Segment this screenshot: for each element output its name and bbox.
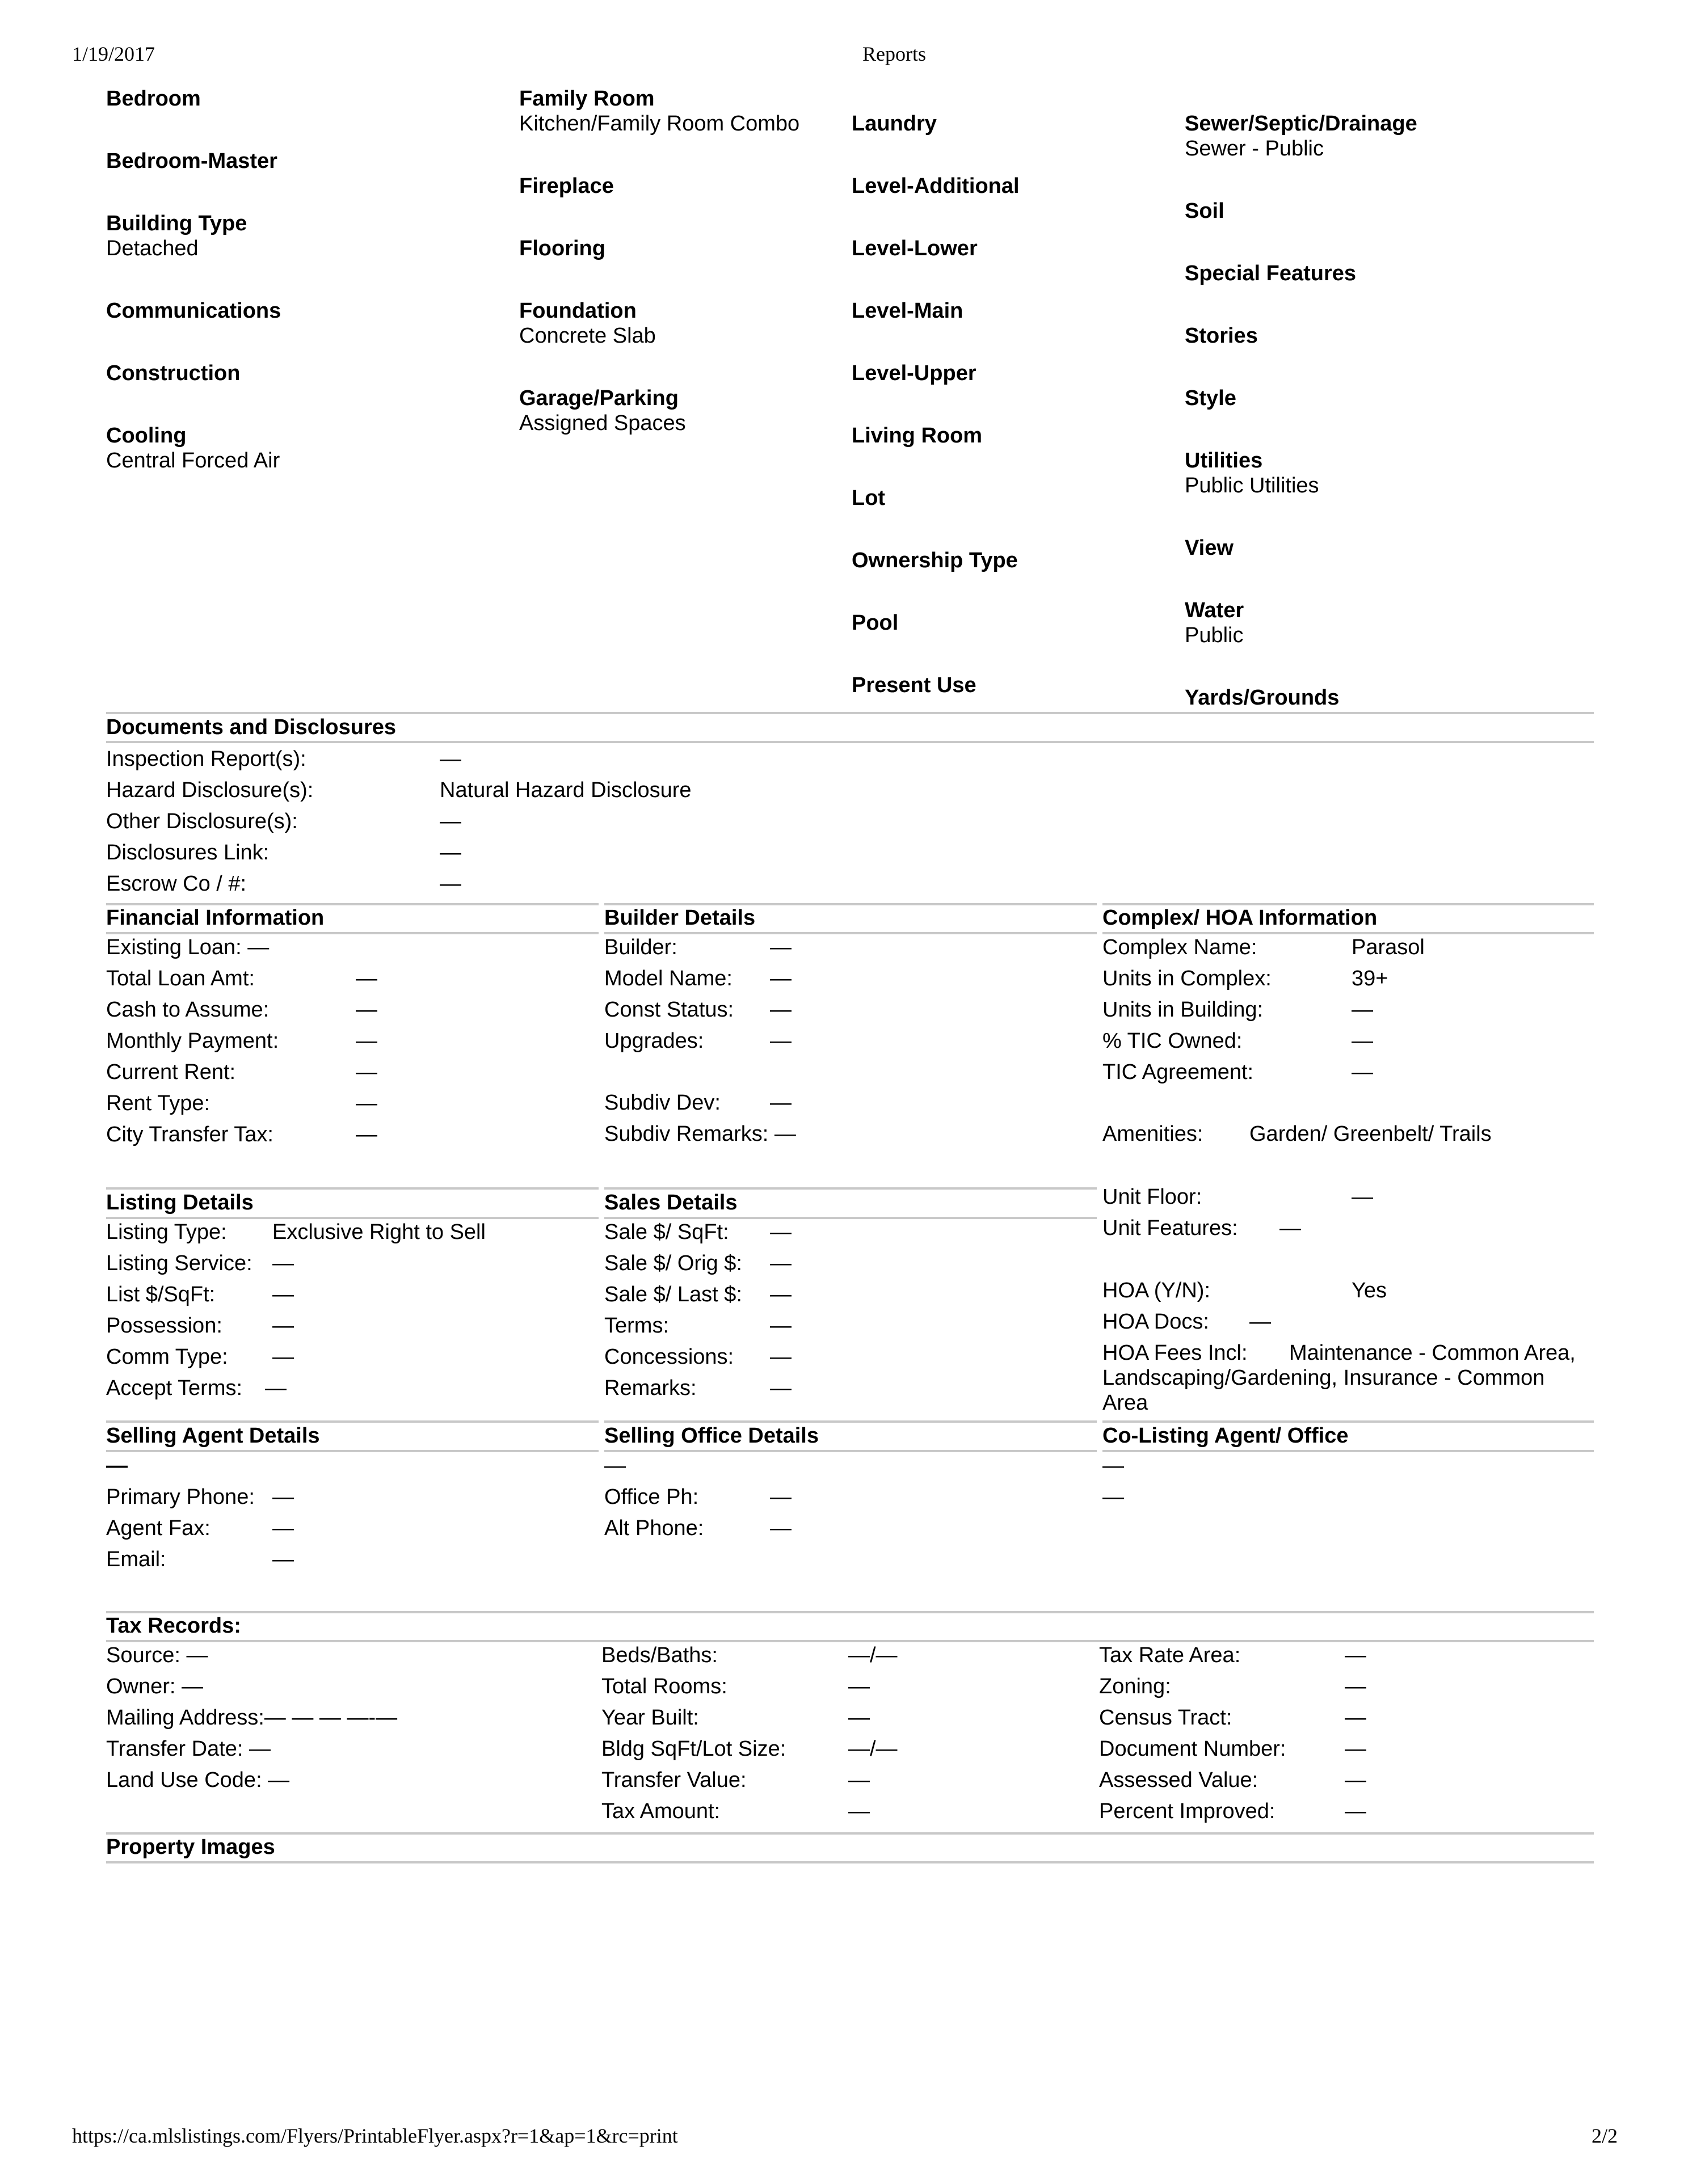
field-label: Listing Service: [106,1251,252,1275]
field-label: Const Status: [604,998,734,1022]
accept-terms-label: Accept Terms: [106,1376,243,1400]
field-label: Upgrades: [604,1029,704,1053]
tax-field: Transfer Date: — [106,1737,271,1761]
divider [106,1861,1594,1863]
field-value: — [770,1345,792,1369]
tax-value: — [1345,1737,1366,1761]
tax-field: Owner: — [106,1675,204,1698]
field-label: % TIC Owned: [1102,1029,1243,1053]
divider [106,712,1594,714]
selling-office-title: Selling Office Details [604,1424,819,1448]
property-images-title: Property Images [106,1835,275,1859]
feature-label: Family Room [519,87,655,111]
selling-agent-name: — [106,1454,128,1478]
unit-floor-label: Unit Floor: [1102,1185,1202,1209]
tax-title: Tax Records: [106,1614,241,1638]
feature-value: Public Utilities [1185,474,1319,497]
feature-label: Garage/Parking [519,386,679,410]
field-value: Natural Hazard Disclosure [440,778,692,802]
field-value: — [770,1314,792,1338]
tax-value: — [848,1799,870,1823]
tax-value: — [1345,1706,1366,1730]
hoa-fees-value-line3: Area [1102,1391,1148,1415]
divider [1102,1420,1594,1423]
selling-agent-title: Selling Agent Details [106,1424,320,1448]
field-label: Terms: [604,1314,669,1338]
tax-value: — [848,1768,870,1792]
divider [604,1187,1097,1190]
feature-label: Water [1185,598,1244,622]
feature-label: Bedroom [106,87,201,111]
divider [106,1640,1594,1642]
hoa-fees-value-line2: Landscaping/Gardening, Insurance - Common [1102,1366,1545,1390]
feature-label: Flooring [519,237,605,260]
field-value: — [770,935,792,959]
amenities-label: Amenities: [1102,1122,1203,1146]
hoa-fees-label: HOA Fees Incl: [1102,1341,1248,1365]
field-value: 39+ [1352,967,1388,990]
feature-label: Special Features [1185,262,1357,285]
feature-label: Foundation [519,299,637,323]
tax-label: Year Built: [601,1706,699,1730]
field-label: Complex Name: [1102,935,1257,959]
field-label: Possession: [106,1314,222,1338]
tax-label: Zoning: [1099,1675,1171,1698]
divider [604,1450,1097,1452]
tax-label: Bldg SqFt/Lot Size: [601,1737,786,1761]
field-label: Primary Phone: [106,1485,255,1509]
tax-value: — [848,1675,870,1698]
unit-features-value: — [1279,1216,1301,1240]
feature-value: Sewer - Public [1185,137,1324,161]
field-value: — [770,1283,792,1306]
feature-label: Level-Main [852,299,963,323]
field-label: Remarks: [604,1376,697,1400]
tax-label: Beds/Baths: [601,1643,718,1667]
field-value: — [770,998,792,1022]
field-value: — [770,1376,792,1400]
field-value: — [440,841,461,865]
tax-value: —/— [848,1737,898,1761]
field-label: Office Ph: [604,1485,699,1509]
selling-office-name: — [604,1454,626,1478]
print-date: 1/19/2017 [72,43,155,65]
feature-label: Sewer/Septic/Drainage [1185,112,1417,136]
field-label: Model Name: [604,967,733,990]
field-value: — [272,1548,294,1571]
tax-field: Source: — [106,1643,208,1667]
field-label: Monthly Payment: [106,1029,279,1053]
tax-value: — [848,1706,870,1730]
tax-value: — [1345,1675,1366,1698]
field-value: — [770,967,792,990]
field-label: Disclosures Link: [106,841,270,865]
feature-label: Yards/Grounds [1185,686,1340,710]
field-label: Current Rent: [106,1060,236,1084]
feature-value: Assigned Spaces [519,411,686,435]
tax-label: Document Number: [1099,1737,1286,1761]
field-label: Builder: [604,935,677,959]
field-label: Alt Phone: [604,1516,704,1540]
field-value: Parasol [1352,935,1425,959]
field-label: Email: [106,1548,166,1571]
divider [604,1217,1097,1219]
feature-label: Soil [1185,199,1224,223]
field-value: — [1352,998,1373,1022]
subdiv-remarks: Subdiv Remarks: — [604,1122,796,1146]
divider [604,1420,1097,1423]
feature-label: Lot [852,486,886,510]
field-label: Escrow Co / #: [106,872,247,896]
feature-label: Utilities [1185,449,1263,473]
divider [106,932,599,934]
feature-label: Level-Additional [852,174,1020,198]
divider [106,1832,1594,1835]
divider [106,1420,599,1423]
field-label: TIC Agreement: [1102,1060,1254,1084]
field-value: — [770,1485,792,1509]
feature-value: Public [1185,623,1244,647]
field-value: — [272,1314,294,1338]
divider [106,1217,599,1219]
field-label: List $/SqFt: [106,1283,216,1306]
field-label: Units in Complex: [1102,967,1272,990]
tax-value: — [1345,1768,1366,1792]
co-listing-line1: — [1102,1454,1124,1478]
field-value: — [356,1123,377,1146]
page-number: 2/2 [1592,2124,1618,2147]
feature-label: Bedroom-Master [106,149,277,173]
field-value: — [272,1251,294,1275]
tax-label: Transfer Value: [601,1768,747,1792]
existing-loan: Existing Loan: — [106,935,270,959]
field-value: — [440,809,461,833]
field-label: Sale $/ Last $: [604,1283,742,1306]
field-value: — [272,1345,294,1369]
field-value: — [770,1029,792,1053]
divider [106,1450,599,1452]
subdiv-dev-label: Subdiv Dev: [604,1091,721,1115]
field-label: City Transfer Tax: [106,1123,273,1146]
tax-label: Tax Rate Area: [1099,1643,1241,1667]
divider [1102,932,1594,934]
amenities-value: Garden/ Greenbelt/ Trails [1249,1122,1492,1146]
feature-label: Stories [1185,324,1258,348]
field-value: — [770,1220,792,1244]
complex-title: Complex/ HOA Information [1102,906,1378,930]
hoa-fees-value: Maintenance - Common Area, [1289,1341,1576,1365]
feature-label: Level-Lower [852,237,978,260]
field-value: — [356,967,377,990]
tax-field: Mailing Address:— — — —-— [106,1706,398,1730]
feature-label: Construction [106,361,241,385]
feature-value: Concrete Slab [519,324,656,348]
field-label: Inspection Report(s): [106,747,306,771]
co-listing-title: Co-Listing Agent/ Office [1102,1424,1349,1448]
field-label: Listing Type: [106,1220,227,1244]
tax-label: Census Tract: [1099,1706,1232,1730]
field-value: — [356,1091,377,1115]
feature-label: Ownership Type [852,549,1018,572]
field-label: Hazard Disclosure(s): [106,778,314,802]
field-value: — [1352,1029,1373,1053]
subdiv-dev-value: — [770,1091,792,1115]
feature-label: Style [1185,386,1236,410]
feature-label: Fireplace [519,174,614,198]
field-label: Comm Type: [106,1345,228,1369]
co-listing-line2: — [1102,1485,1124,1509]
footer-url[interactable]: https://ca.mlslistings.com/Flyers/PrintableFlyer.aspx?r=1&ap=1&rc=print [72,2124,678,2147]
field-value: — [272,1516,294,1540]
unit-features-label: Unit Features: [1102,1216,1238,1240]
field-value: — [356,1029,377,1053]
field-label: Units in Building: [1102,998,1264,1022]
feature-value: Kitchen/Family Room Combo [519,112,800,136]
field-value: — [770,1251,792,1275]
field-value: Exclusive Right to Sell [272,1220,486,1244]
tax-value: — [1345,1799,1366,1823]
field-label: Total Loan Amt: [106,967,255,990]
divider [106,741,1594,743]
feature-value: Central Forced Air [106,449,280,473]
sales-title: Sales Details [604,1191,738,1215]
field-value: — [272,1283,294,1306]
tax-label: Total Rooms: [601,1675,727,1698]
divider [106,1611,1594,1613]
field-value: — [770,1516,792,1540]
field-label: Rent Type: [106,1091,211,1115]
unit-floor-value: — [1352,1185,1373,1209]
field-label: Agent Fax: [106,1516,211,1540]
financial-title: Financial Information [106,906,325,930]
field-value: — [356,998,377,1022]
tax-label: Assessed Value: [1099,1768,1258,1792]
field-label: Sale $/ Orig $: [604,1251,742,1275]
accept-terms-value: — [265,1376,287,1400]
listing-title: Listing Details [106,1191,254,1215]
field-label: Sale $/ SqFt: [604,1220,729,1244]
tax-value: —/— [848,1643,898,1667]
feature-label: Present Use [852,673,976,697]
divider [106,1187,599,1190]
feature-label: View [1185,536,1234,560]
field-label: Concessions: [604,1345,734,1369]
hoa-label: HOA (Y/N): [1102,1279,1211,1302]
feature-label: Building Type [106,212,247,235]
tax-field: Land Use Code: — [106,1768,290,1792]
field-value: — [1352,1060,1373,1084]
field-value: — [440,747,461,771]
builder-title: Builder Details [604,906,756,930]
tax-value: — [1345,1643,1366,1667]
documents-title: Documents and Disclosures [106,715,397,739]
field-value: — [356,1060,377,1084]
feature-label: Communications [106,299,281,323]
field-label: Cash to Assume: [106,998,270,1022]
feature-label: Living Room [852,424,983,448]
divider [604,932,1097,934]
feature-label: Pool [852,611,899,635]
feature-value: Detached [106,237,199,260]
feature-label: Laundry [852,112,937,136]
field-value: — [440,872,461,896]
tax-label: Percent Improved: [1099,1799,1276,1823]
feature-label: Cooling [106,424,187,448]
field-label: Other Disclosure(s): [106,809,298,833]
tax-label: Tax Amount: [601,1799,721,1823]
page-title: Reports [862,43,926,65]
hoa-docs-label: HOA Docs: [1102,1310,1209,1334]
hoa-docs-value: — [1249,1310,1271,1334]
feature-label: Level-Upper [852,361,976,385]
field-value: — [272,1485,294,1509]
divider [1102,1450,1594,1452]
hoa-value: Yes [1352,1279,1387,1302]
